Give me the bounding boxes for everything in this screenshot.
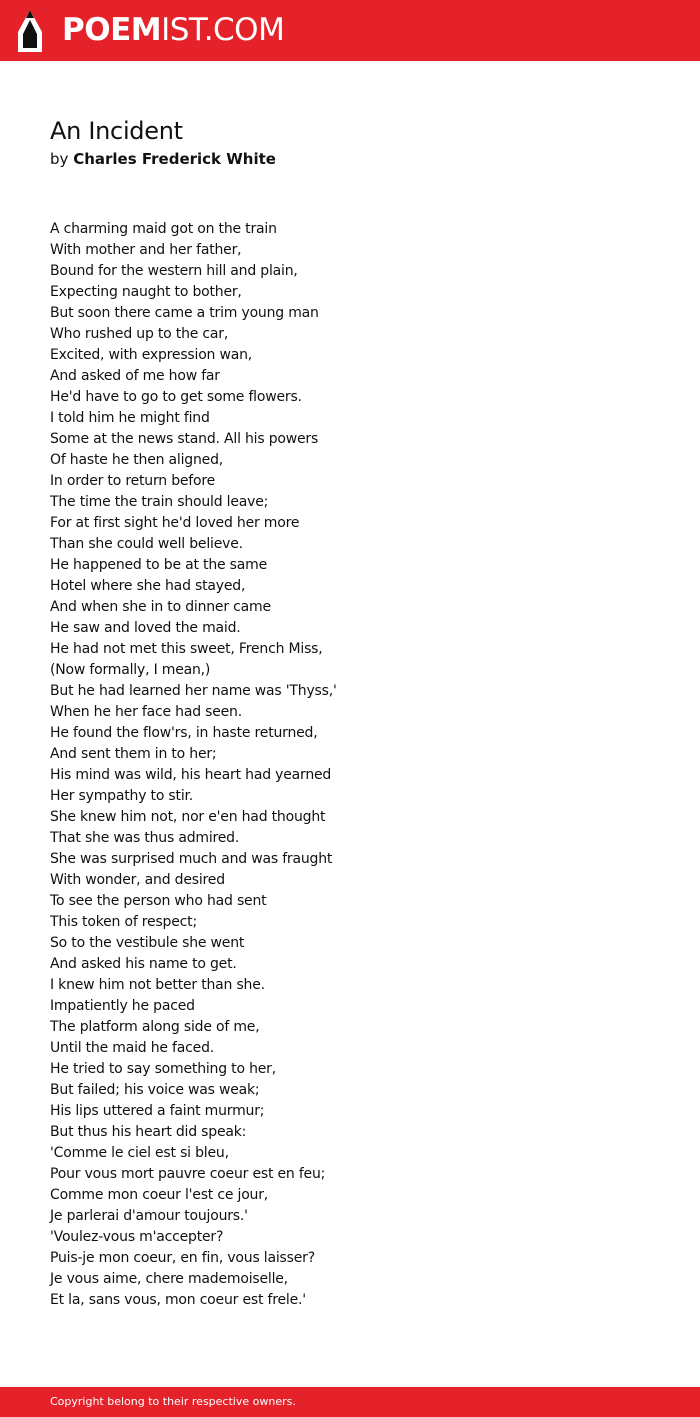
site-header: [0, 0, 700, 61]
poem-line: He found the flow'rs, in haste returned,: [50, 725, 318, 741]
poem-line: Impatiently he paced: [50, 998, 195, 1014]
poem-line: His lips uttered a faint murmur;: [50, 1103, 265, 1119]
poem-line: Et la, sans vous, mon coeur est frele.': [50, 1292, 306, 1308]
poem-line: With mother and her father,: [50, 242, 242, 258]
poem-line: Until the maid he faced.: [50, 1040, 214, 1056]
poem-line: Pour vous mort pauvre coeur est en feu;: [50, 1166, 326, 1182]
poem-line: He saw and loved the maid.: [50, 620, 241, 636]
poem-line: He happened to be at the same: [50, 557, 267, 573]
poem-line: Bound for the western hill and plain,: [50, 263, 298, 279]
poem-line: 'Voulez-vous m'accepter?: [50, 1229, 224, 1245]
logo-bold-text: POEM: [62, 12, 162, 48]
poem-line: This token of respect;: [50, 914, 197, 930]
poem-line: (Now formally, I mean,): [50, 662, 211, 678]
poem-line: His mind was wild, his heart had yearned: [50, 767, 332, 783]
poem-line: When he her face had seen.: [50, 704, 242, 720]
poem-line: Puis-je mon coeur, en fin, vous laisser?: [50, 1250, 315, 1266]
poem-line: With wonder, and desired: [50, 872, 225, 888]
poem-title: An Incident: [50, 117, 183, 145]
poem-line: And asked of me how far: [50, 368, 220, 384]
poem-line: A charming maid got on the train: [50, 221, 277, 237]
poem-line: For at first sight he'd loved her more: [50, 515, 300, 531]
poem-line: And asked his name to get.: [50, 956, 237, 972]
poem-line: But soon there came a trim young man: [50, 305, 319, 321]
poem-line: Her sympathy to stir.: [50, 788, 194, 804]
site-logo[interactable]: [62, 11, 284, 49]
poem-line: And sent them in to her;: [50, 746, 217, 762]
poem-line: Expecting naught to bother,: [50, 284, 242, 300]
poem-line: And when she in to dinner came: [50, 599, 271, 615]
poem-line: Than she could well believe.: [50, 536, 243, 552]
poem-line: Je vous aime, chere mademoiselle,: [50, 1271, 288, 1287]
poem-line: He had not met this sweet, French Miss,: [50, 641, 323, 657]
poem-line: The platform along side of me,: [50, 1019, 260, 1035]
by-label: by: [50, 150, 69, 168]
poem-line: Je parlerai d'amour toujours.': [50, 1208, 248, 1224]
poem-line: 'Comme le ciel est si bleu,: [50, 1145, 229, 1161]
poem-line: Comme mon coeur l'est ce jour,: [50, 1187, 269, 1203]
logo-light-text: IST.COM: [161, 12, 285, 48]
copyright-text: Copyright belong to their respective owners.: [50, 1395, 296, 1408]
poem-line: Who rushed up to the car,: [50, 326, 229, 342]
poem-line: But thus his heart did speak:: [50, 1124, 247, 1140]
poem-line: So to the vestibule she went: [50, 935, 245, 951]
poem-line: He tried to say something to her,: [50, 1061, 276, 1077]
poem-line: I knew him not better than she.: [50, 977, 265, 993]
byline: [50, 149, 276, 169]
poem-line: He'd have to go to get some flowers.: [50, 389, 302, 405]
poem-line: To see the person who had sent: [50, 893, 267, 909]
poem-line: Excited, with expression wan,: [50, 347, 253, 363]
poem-line: The time the train should leave;: [50, 494, 269, 510]
poem-line: Hotel where she had stayed,: [50, 578, 246, 594]
poem-line: She knew him not, nor e'en had thought: [50, 809, 326, 825]
poem-line: But failed; his voice was weak;: [50, 1082, 260, 1098]
site-footer: [0, 1387, 700, 1417]
author-name: Charles Frederick White: [73, 150, 276, 168]
pencil-tip-icon[interactable]: [18, 10, 42, 52]
poem-line: But he had learned her name was 'Thyss,': [50, 683, 337, 699]
poem-line: Of haste he then aligned,: [50, 452, 224, 468]
poem-line: Some at the news stand. All his powers: [50, 431, 319, 447]
poem-body: [50, 219, 337, 1311]
poem-line: She was surprised much and was fraught: [50, 851, 333, 867]
poem-line: I told him he might find: [50, 410, 210, 426]
poem-line: In order to return before: [50, 473, 216, 489]
poem-line: That she was thus admired.: [50, 830, 240, 846]
